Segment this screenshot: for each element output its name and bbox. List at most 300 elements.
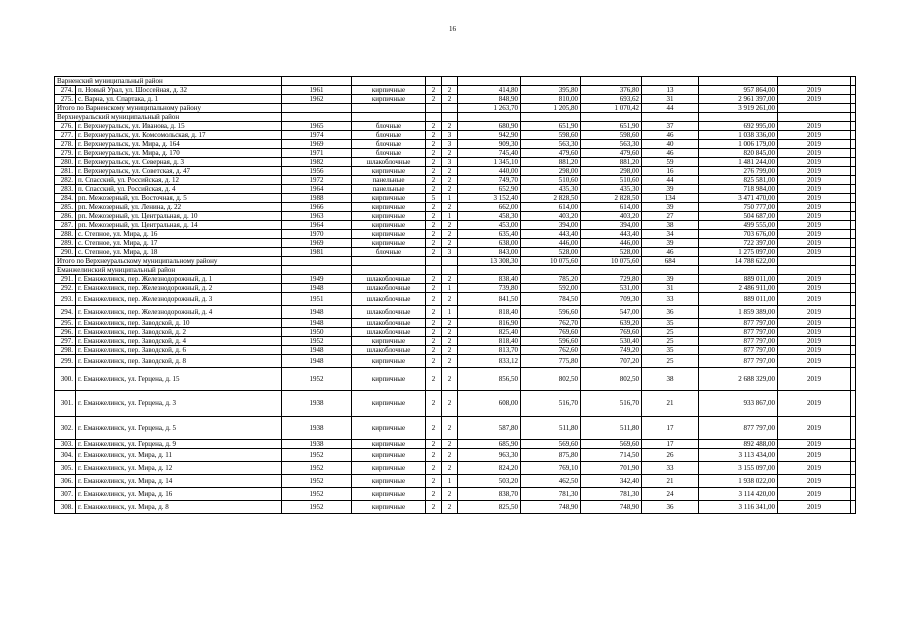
cost: 504 687,00 (699, 212, 778, 221)
area-living: 881,20 (521, 158, 581, 167)
empty-cell (851, 104, 856, 113)
year-built: 1951 (282, 293, 352, 306)
address: г. Верхнеуральск, ул. Мира, д. 164 (76, 140, 282, 149)
table-row (55, 149, 856, 158)
cost: 889 011,00 (699, 275, 778, 284)
entrances: 2 (442, 328, 458, 337)
empty-cell (458, 266, 521, 275)
area-residential-sum: 10 075,60 (581, 257, 642, 266)
cost: 957 864,00 (699, 86, 778, 95)
year-built: 1982 (282, 158, 352, 167)
total-area: 3 152,40 (458, 194, 521, 203)
table-row (55, 95, 856, 104)
empty-cell (282, 77, 352, 86)
year-built: 1950 (282, 328, 352, 337)
area-residential: 516,70 (581, 391, 642, 417)
year-planned: 2019 (778, 158, 851, 167)
wall-material: шлакоблочные (352, 284, 426, 293)
year-built: 1964 (282, 185, 352, 194)
extra-cell (851, 319, 856, 328)
extra-cell (851, 293, 856, 306)
residents: 17 (642, 440, 699, 449)
year-planned: 2019 (778, 167, 851, 176)
table-row (55, 140, 856, 149)
empty-cell (426, 104, 442, 113)
wall-material: кирпичные (352, 194, 426, 203)
year-built: 1970 (282, 230, 352, 239)
entrances: 3 (442, 158, 458, 167)
table-row (55, 122, 856, 131)
total-area: 635,40 (458, 230, 521, 239)
total-area: 608,00 (458, 391, 521, 417)
residents: 39 (642, 185, 699, 194)
empty-cell (581, 77, 642, 86)
cost: 1 038 336,00 (699, 131, 778, 140)
residents: 25 (642, 328, 699, 337)
section-title: Верхнеуральский муниципальный район (55, 113, 282, 122)
table-row (55, 501, 856, 514)
row-number: 296. (55, 328, 76, 337)
address: г. Еманжелинск, ул. Герцена, д. 3 (76, 391, 282, 417)
row-number: 303. (55, 440, 76, 449)
area-residential: 881,20 (581, 158, 642, 167)
area-residential: 435,30 (581, 185, 642, 194)
total-area: 453,00 (458, 221, 521, 230)
area-residential: 298,00 (581, 167, 642, 176)
address: г. Еманжелинск, ул. Мира, д. 8 (76, 501, 282, 514)
empty-cell (699, 266, 778, 275)
row-number: 300. (55, 368, 76, 391)
total-row (55, 257, 856, 266)
year-built: 1961 (282, 86, 352, 95)
wall-material: кирпичные (352, 440, 426, 449)
extra-cell (851, 140, 856, 149)
cost-sum: 3 919 261,00 (699, 104, 778, 113)
floors: 2 (426, 158, 442, 167)
total-row (55, 104, 856, 113)
year-built: 1981 (282, 248, 352, 257)
row-number: 275. (55, 95, 76, 104)
row-number: 286. (55, 212, 76, 221)
year-planned: 2019 (778, 86, 851, 95)
row-number: 284. (55, 194, 76, 203)
floors: 2 (426, 391, 442, 417)
area-living: 651,90 (521, 122, 581, 131)
empty-cell (426, 113, 442, 122)
entrances: 2 (442, 167, 458, 176)
residents: 36 (642, 306, 699, 319)
year-planned: 2019 (778, 328, 851, 337)
empty-cell (642, 77, 699, 86)
residents: 17 (642, 417, 699, 440)
total-area: 652,90 (458, 185, 521, 194)
table-row (55, 293, 856, 306)
floors: 5 (426, 194, 442, 203)
empty-cell (778, 113, 851, 122)
entrances: 2 (442, 176, 458, 185)
address: с. Степное, ул. Мира, д. 18 (76, 248, 282, 257)
row-number: 302. (55, 417, 76, 440)
entrances: 2 (442, 95, 458, 104)
empty-cell (458, 77, 521, 86)
table-row (55, 337, 856, 346)
empty-cell (352, 257, 426, 266)
entrances: 2 (442, 449, 458, 462)
area-residential: 614,00 (581, 203, 642, 212)
area-residential: 729,80 (581, 275, 642, 284)
empty-cell (352, 266, 426, 275)
year-planned: 2019 (778, 346, 851, 355)
extra-cell (851, 449, 856, 462)
empty-cell (352, 77, 426, 86)
row-number: 304. (55, 449, 76, 462)
address: рп. Межозерный, ул. Ленина, д. 22 (76, 203, 282, 212)
residents-sum: 44 (642, 104, 699, 113)
residents: 36 (642, 501, 699, 514)
floors: 2 (426, 221, 442, 230)
cost: 692 995,00 (699, 122, 778, 131)
address: рп. Межозерный, ул. Центральная, д. 10 (76, 212, 282, 221)
floors: 2 (426, 248, 442, 257)
residents: 40 (642, 140, 699, 149)
empty-cell (352, 113, 426, 122)
cost: 877 797,00 (699, 328, 778, 337)
area-living: 403,20 (521, 212, 581, 221)
extra-cell (851, 176, 856, 185)
entrances: 2 (442, 488, 458, 501)
wall-material: кирпичные (352, 221, 426, 230)
extra-cell (851, 355, 856, 368)
extra-cell (851, 212, 856, 221)
wall-material: кирпичные (352, 391, 426, 417)
table-row (55, 176, 856, 185)
extra-cell (851, 368, 856, 391)
year-planned: 2019 (778, 337, 851, 346)
cost: 276 799,00 (699, 167, 778, 176)
empty-cell (442, 257, 458, 266)
entrances: 3 (442, 248, 458, 257)
cost: 820 845,00 (699, 149, 778, 158)
year-built: 1988 (282, 194, 352, 203)
area-living: 802,50 (521, 368, 581, 391)
floors: 2 (426, 131, 442, 140)
area-living: 446,00 (521, 239, 581, 248)
entrances: 2 (442, 501, 458, 514)
area-residential: 394,00 (581, 221, 642, 230)
address: г. Еманжелинск, пер. Железнодорожный, д. 1 (76, 275, 282, 284)
residents: 25 (642, 337, 699, 346)
area-living: 569,60 (521, 440, 581, 449)
total-area: 856,50 (458, 368, 521, 391)
area-living: 762,70 (521, 319, 581, 328)
area-residential: 714,50 (581, 449, 642, 462)
residents: 59 (642, 158, 699, 167)
area-residential: 563,30 (581, 140, 642, 149)
total-area: 838,70 (458, 488, 521, 501)
table-row (55, 417, 856, 440)
area-residential: 531,00 (581, 284, 642, 293)
year-built: 1966 (282, 203, 352, 212)
extra-cell (851, 158, 856, 167)
extra-cell (851, 275, 856, 284)
table-row (55, 194, 856, 203)
area-living: 596,60 (521, 337, 581, 346)
area-residential: 701,90 (581, 462, 642, 475)
row-number: 288. (55, 230, 76, 239)
wall-material: блочные (352, 149, 426, 158)
area-living: 769,60 (521, 328, 581, 337)
year-built: 1964 (282, 221, 352, 230)
area-living: 443,40 (521, 230, 581, 239)
table-row (55, 368, 856, 391)
cost: 825 581,00 (699, 176, 778, 185)
total-area: 818,40 (458, 337, 521, 346)
year-planned: 2019 (778, 449, 851, 462)
page-number: 16 (449, 25, 456, 33)
year-planned: 2019 (778, 440, 851, 449)
floors: 2 (426, 230, 442, 239)
total-area-sum: 13 308,30 (458, 257, 521, 266)
floors: 2 (426, 212, 442, 221)
table-row (55, 355, 856, 368)
cost: 750 777,00 (699, 203, 778, 212)
floors: 2 (426, 319, 442, 328)
wall-material: шлакоблочные (352, 328, 426, 337)
row-number: 305. (55, 462, 76, 475)
table-row (55, 319, 856, 328)
empty-cell (521, 77, 581, 86)
year-planned: 2019 (778, 391, 851, 417)
empty-cell (442, 104, 458, 113)
area-living: 462,50 (521, 475, 581, 488)
row-number: 292. (55, 284, 76, 293)
year-built: 1952 (282, 488, 352, 501)
year-planned: 2019 (778, 355, 851, 368)
address: рп. Межозерный, ул. Центральная, д. 14 (76, 221, 282, 230)
area-living: 810,00 (521, 95, 581, 104)
empty-cell (778, 266, 851, 275)
entrances: 1 (442, 306, 458, 319)
table-row (55, 462, 856, 475)
section-header-row (55, 113, 856, 122)
table-row (55, 391, 856, 417)
area-living: 769,10 (521, 462, 581, 475)
row-number: 285. (55, 203, 76, 212)
total-area: 440,00 (458, 167, 521, 176)
wall-material: кирпичные (352, 355, 426, 368)
floors: 2 (426, 149, 442, 158)
extra-cell (851, 248, 856, 257)
address: г. Еманжелинск, пер. Заводской, д. 10 (76, 319, 282, 328)
entrances: 2 (442, 203, 458, 212)
empty-cell (851, 77, 856, 86)
empty-cell (581, 113, 642, 122)
year-planned: 2019 (778, 475, 851, 488)
address: с. Варна, ул. Спартака, д. 1 (76, 95, 282, 104)
residents: 34 (642, 230, 699, 239)
entrances: 2 (442, 185, 458, 194)
year-planned: 2019 (778, 284, 851, 293)
residents: 46 (642, 149, 699, 158)
total-area: 414,80 (458, 86, 521, 95)
area-residential: 342,40 (581, 475, 642, 488)
cost: 722 397,00 (699, 239, 778, 248)
total-label: Итого по Варненскому муниципальному району (55, 104, 282, 113)
table-body (55, 77, 856, 514)
area-living-sum: 10 075,60 (521, 257, 581, 266)
area-living: 748,90 (521, 501, 581, 514)
empty-cell (778, 77, 851, 86)
cost: 877 797,00 (699, 355, 778, 368)
total-area: 680,90 (458, 122, 521, 131)
total-area-sum: 1 263,70 (458, 104, 521, 113)
year-built: 1952 (282, 337, 352, 346)
wall-material: кирпичные (352, 417, 426, 440)
wall-material: кирпичные (352, 501, 426, 514)
area-living: 596,60 (521, 306, 581, 319)
row-number: 283. (55, 185, 76, 194)
row-number: 279. (55, 149, 76, 158)
table-row (55, 488, 856, 501)
area-residential: 511,80 (581, 417, 642, 440)
area-residential: 569,60 (581, 440, 642, 449)
empty-cell (282, 104, 352, 113)
residents: 38 (642, 221, 699, 230)
floors: 2 (426, 185, 442, 194)
total-label: Итого по Верхнеуральскому муниципальному району (55, 257, 282, 266)
residents-sum: 684 (642, 257, 699, 266)
cost: 3 113 434,00 (699, 449, 778, 462)
entrances: 1 (442, 212, 458, 221)
residents: 25 (642, 355, 699, 368)
table-row (55, 230, 856, 239)
extra-cell (851, 284, 856, 293)
table-row (55, 167, 856, 176)
wall-material: кирпичные (352, 449, 426, 462)
row-number: 308. (55, 501, 76, 514)
row-number: 290. (55, 248, 76, 257)
total-area: 841,50 (458, 293, 521, 306)
table-row (55, 475, 856, 488)
extra-cell (851, 239, 856, 248)
row-number: 280. (55, 158, 76, 167)
floors: 2 (426, 275, 442, 284)
empty-cell (778, 257, 851, 266)
year-built: 1971 (282, 149, 352, 158)
year-planned: 2019 (778, 140, 851, 149)
residents: 35 (642, 319, 699, 328)
total-area: 818,40 (458, 306, 521, 319)
cost: 2 961 397,00 (699, 95, 778, 104)
floors: 2 (426, 337, 442, 346)
year-built: 1952 (282, 475, 352, 488)
wall-material: панельные (352, 185, 426, 194)
entrances: 2 (442, 221, 458, 230)
address: г. Еманжелинск, ул. Герцена, д. 9 (76, 440, 282, 449)
table-row (55, 221, 856, 230)
entrances: 1 (442, 475, 458, 488)
section-title: Варненский муниципальный район (55, 77, 282, 86)
floors: 2 (426, 328, 442, 337)
wall-material: шлакоблочные (352, 275, 426, 284)
wall-material: блочные (352, 248, 426, 257)
floors: 2 (426, 167, 442, 176)
year-built: 1952 (282, 449, 352, 462)
entrances: 2 (442, 230, 458, 239)
entrances: 3 (442, 131, 458, 140)
wall-material: шлакоблочные (352, 319, 426, 328)
year-built: 1972 (282, 176, 352, 185)
area-living: 435,30 (521, 185, 581, 194)
empty-cell (851, 113, 856, 122)
area-living: 479,60 (521, 149, 581, 158)
wall-material: блочные (352, 122, 426, 131)
extra-cell (851, 417, 856, 440)
empty-cell (642, 266, 699, 275)
residents: 31 (642, 284, 699, 293)
floors: 2 (426, 86, 442, 95)
year-planned: 2019 (778, 122, 851, 131)
total-area: 1 345,10 (458, 158, 521, 167)
residents: 39 (642, 275, 699, 284)
entrances: 2 (442, 417, 458, 440)
empty-cell (699, 77, 778, 86)
wall-material: кирпичные (352, 488, 426, 501)
year-planned: 2019 (778, 488, 851, 501)
extra-cell (851, 86, 856, 95)
extra-cell (851, 440, 856, 449)
address: г. Верхнеуральск, ул. Иванова, д. 15 (76, 122, 282, 131)
floors: 2 (426, 306, 442, 319)
empty-cell (778, 104, 851, 113)
area-living: 785,20 (521, 275, 581, 284)
year-planned: 2019 (778, 131, 851, 140)
empty-cell (521, 266, 581, 275)
extra-cell (851, 346, 856, 355)
total-area: 458,30 (458, 212, 521, 221)
cost: 3 116 341,00 (699, 501, 778, 514)
cost: 877 797,00 (699, 346, 778, 355)
area-residential-sum: 1 070,42 (581, 104, 642, 113)
extra-cell (851, 203, 856, 212)
residents: 16 (642, 167, 699, 176)
entrances: 2 (442, 86, 458, 95)
section-title: Еманжелинский муниципальный район (55, 266, 282, 275)
table-row (55, 248, 856, 257)
area-residential: 598,60 (581, 131, 642, 140)
year-planned: 2019 (778, 417, 851, 440)
year-built: 1949 (282, 275, 352, 284)
residents: 46 (642, 248, 699, 257)
extra-cell (851, 230, 856, 239)
area-residential: 443,40 (581, 230, 642, 239)
extra-cell (851, 462, 856, 475)
year-built: 1948 (282, 319, 352, 328)
table-row (55, 306, 856, 319)
table-row (55, 158, 856, 167)
cost: 933 867,00 (699, 391, 778, 417)
total-area: 587,80 (458, 417, 521, 440)
floors: 2 (426, 368, 442, 391)
entrances: 2 (442, 346, 458, 355)
address: г. Еманжелинск, пер. Железнодорожный, д. 4 (76, 306, 282, 319)
cost: 877 797,00 (699, 417, 778, 440)
total-area: 745,40 (458, 149, 521, 158)
total-area: 685,90 (458, 440, 521, 449)
floors: 2 (426, 355, 442, 368)
floors: 2 (426, 95, 442, 104)
address: г. Еманжелинск, ул. Мира, д. 16 (76, 488, 282, 501)
